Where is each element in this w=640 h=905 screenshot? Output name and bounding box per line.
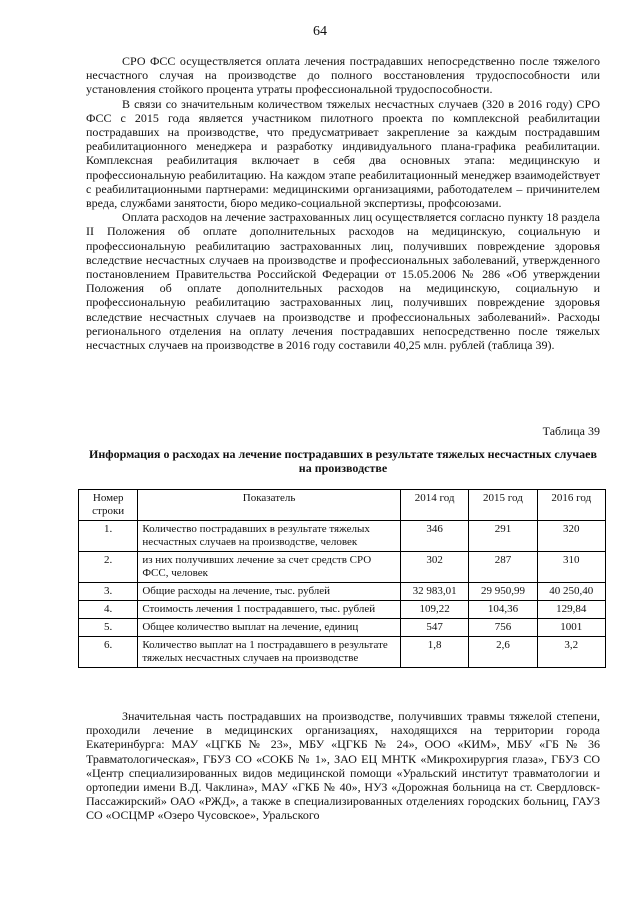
header-2015: 2015 год bbox=[469, 490, 537, 521]
table-row bbox=[79, 583, 606, 601]
row-value-2014: 32 983,01 bbox=[400, 583, 468, 601]
paragraph: Оплата расходов на лечение застрахованных лиц осуществляется согласно пункту 18 раздела II Положения об оплате дополнительных расходов на медицинскую, социальную и профессиональную реабилитацию застрахованных лиц, получивших повреждение здоровья вследствие несчастных случаев на производстве и профессиональных заболеваний, утвержденного постановлением Правительства Российской Федерации от 15.05.2006 № 286 «Об утверждении Положения об оплате дополнительных расходов на медицинскую, социальную и профессиональную реабилитацию застрахованных лиц, получивших повреждение здоровья вследствие несчастных случаев на производстве и профессиональных заболеваний». Расходы регионального отделения на оплату лечения пострадавших непосредственно после тяжелых несчастных случаев на производстве в 2016 году составили 40,25 млн. рублей (таблица 39). bbox=[86, 210, 600, 353]
table-label: Таблица 39 bbox=[542, 424, 600, 438]
row-number: 6. bbox=[79, 637, 138, 668]
row-indicator: Стоимость лечения 1 пострадавшего, тыс. рублей bbox=[138, 601, 401, 619]
row-number: 1. bbox=[79, 521, 138, 552]
row-value-2016: 3,2 bbox=[537, 637, 605, 668]
row-value-2014: 346 bbox=[400, 521, 468, 552]
row-number: 3. bbox=[79, 583, 138, 601]
page-number: 64 bbox=[313, 24, 327, 39]
body-text bbox=[86, 54, 600, 352]
table-row bbox=[79, 637, 606, 668]
row-indicator: из них получивших лечение за счет средств СРО ФСС, человек bbox=[138, 552, 401, 583]
row-indicator: Количество пострадавших в результате тяжелых несчастных случаев на производстве, человек bbox=[138, 521, 401, 552]
table-row bbox=[79, 552, 606, 583]
row-value-2014: 547 bbox=[400, 619, 468, 637]
row-value-2015: 29 950,99 bbox=[469, 583, 537, 601]
row-value-2016: 320 bbox=[537, 521, 605, 552]
header-2016: 2016 год bbox=[537, 490, 605, 521]
row-value-2016: 1001 bbox=[537, 619, 605, 637]
row-number: 2. bbox=[79, 552, 138, 583]
table-row bbox=[79, 601, 606, 619]
row-number: 4. bbox=[79, 601, 138, 619]
header-indicator: Показатель bbox=[138, 490, 401, 521]
table-row bbox=[79, 619, 606, 637]
row-value-2016: 40 250,40 bbox=[537, 583, 605, 601]
row-value-2014: 302 bbox=[400, 552, 468, 583]
row-value-2015: 756 bbox=[469, 619, 537, 637]
table-header-row bbox=[79, 490, 606, 521]
row-value-2014: 1,8 bbox=[400, 637, 468, 668]
paragraph: СРО ФСС осуществляется оплата лечения пострадавших непосредственно после тяжелого несчастного случая на производстве до полного восстановления трудоспособности или установления стойкого процента утраты профессиональной трудоспособности. bbox=[86, 54, 600, 97]
table-title: Информация о расходах на лечение пострадавших в результате тяжелых несчастных случаев на производстве bbox=[89, 447, 597, 475]
row-value-2016: 310 bbox=[537, 552, 605, 583]
row-value-2015: 287 bbox=[469, 552, 537, 583]
row-value-2015: 291 bbox=[469, 521, 537, 552]
row-value-2014: 109,22 bbox=[400, 601, 468, 619]
row-indicator: Количество выплат на 1 пострадавшего в результате тяжелых несчастных случаев на производстве bbox=[138, 637, 401, 668]
expenses-table bbox=[78, 489, 606, 668]
header-row-number: Номер строки bbox=[79, 490, 138, 521]
after-table-text bbox=[86, 709, 600, 823]
row-value-2016: 129,84 bbox=[537, 601, 605, 619]
row-value-2015: 2,6 bbox=[469, 637, 537, 668]
row-number: 5. bbox=[79, 619, 138, 637]
paragraph: В связи со значительным количеством тяжелых несчастных случаев (320 в 2016 году) СРО ФСС с 2015 года является участником пилотного проекта по комплексной реабилитации пострадавших на производстве, что предусматривает закрепление за каждым пострадавшим реабилитационного менеджера и разработку индивидуального плана-графика реабилитации. Комплексная реабилитация включает в себя два основных этапа: медицинскую и профессиональную реабилитацию. На каждом этапе реабилитационный менеджер взаимодействует с реабилитационными партнерами: медицинскими организациями, работодателем – причинителем вреда, службами занятости, бюро медико-социальной экспертизы, профсоюзами. bbox=[86, 96, 600, 211]
row-indicator: Общее количество выплат на лечение, единиц bbox=[138, 619, 401, 637]
row-indicator: Общие расходы на лечение, тыс. рублей bbox=[138, 583, 401, 601]
table-row bbox=[79, 521, 606, 552]
header-2014: 2014 год bbox=[400, 490, 468, 521]
paragraph: Значительная часть пострадавших на производстве, получивших травмы тяжелой степени, проходили лечение в медицинских организациях, находящихся на территории города Екатеринбурга: МАУ «ЦГКБ № 23», МБУ «ЦГКБ № 24», ООО «КИМ», МБУ «ГБ № 36 Травматологическая», ГБУЗ СО «СОКБ № 1», ЗАО ЕЦ МНТК «Микрохирургия глаза», ГБУЗ СО «Центр специализированных видов медицинской помощи «Уральский институт травматологии и ортопедии имени В.Д. Чаклина», МАУ «ГКБ № 40», НУЗ «Дорожная больница на ст. Свердловск-Пассажирский» ОАО «РЖД», а также в специализированных отделениях городских больниц, ГАУЗ СО «ОСЦМР «Озеро Чусовское», Уральского bbox=[86, 709, 600, 823]
row-value-2015: 104,36 bbox=[469, 601, 537, 619]
